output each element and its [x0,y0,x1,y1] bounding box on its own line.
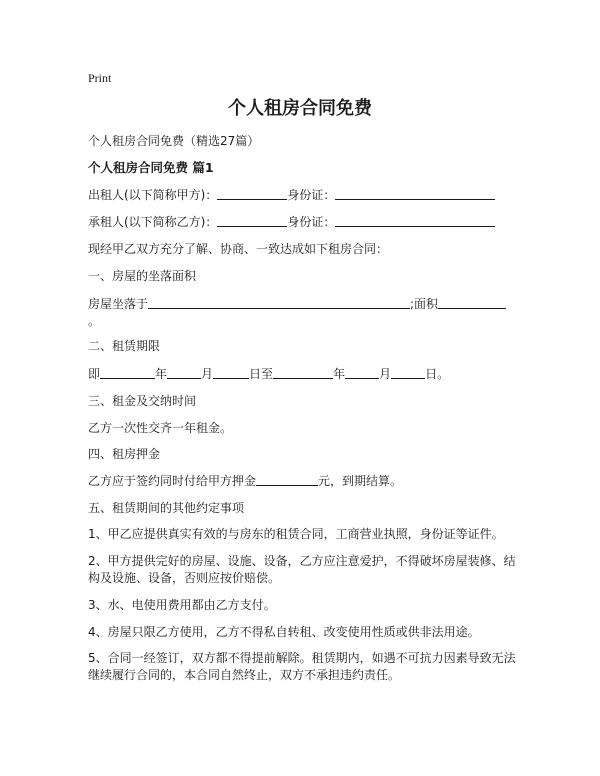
month-label: 月 [379,367,392,381]
sec3-text: 乙方一次性交齐一年租金。 [88,421,233,435]
end-day-blank[interactable] [391,366,425,379]
day-to-label: 日至 [249,367,274,381]
intro-text: 现经甲乙双方充分了解、协商、一致达成如下租房合同： [88,242,389,256]
subtitle: 个人租房合同免费（精选27篇） [88,134,260,148]
term-prefix: 即 [88,367,101,381]
start-month-blank[interactable] [167,366,201,379]
month-label: 月 [201,367,214,381]
lessor-label: 出租人(以下简称甲方)： [88,188,218,202]
deposit-line [88,473,402,489]
print-link[interactable]: Print [88,71,112,85]
lessor-id-blank[interactable] [335,187,495,200]
deposit-text: 乙方应于签约同时付给甲方押金 [88,474,257,488]
clause-5-line-1: 5、合同一经签订，双方都不得提前解除。租赁期内，如遇不可抗力因素导致无法 [88,651,516,665]
location-line [88,296,506,312]
deposit-blank[interactable] [256,473,318,486]
sec1-heading: 一、房屋的坐落面积 [88,269,197,283]
lessee-line [88,214,495,230]
location-blank[interactable] [148,296,410,309]
end-month-blank[interactable] [345,366,379,379]
sec4-heading: 四、租房押金 [88,447,161,461]
clause-2-line-2: 构及设施、设备，否则应按价赔偿。 [88,571,281,585]
lessee-label: 承租人(以下简称乙方)： [88,215,218,229]
end-year-blank[interactable] [273,366,333,379]
clause-3: 3、水、电使用费用都由乙方支付。 [88,598,276,612]
term-line [88,366,449,382]
area-blank[interactable] [438,296,506,309]
page-title: 个人租房合同免费 [228,98,372,119]
year-label: 年 [155,367,168,381]
area-label: ;面积 [410,297,439,311]
sec3-heading: 三、租金及交纳时间 [88,394,197,408]
location-end-mark: 。 [88,314,101,328]
lessee-id-label: 身份证： [287,215,336,229]
clause-4: 4、房屋只限乙方使用，乙方不得私自转租、改变使用性质或供非法用途。 [88,625,480,639]
start-day-blank[interactable] [213,366,249,379]
lessor-id-label: 身份证： [287,188,336,202]
lessor-line [88,187,495,203]
year-label: 年 [333,367,346,381]
day-end-label: 日。 [425,367,450,381]
lessee-id-blank[interactable] [335,214,495,227]
clause-1: 1、甲乙应提供真实有效的与房东的租赁合同，工商营业执照，身份证等证件。 [88,527,504,541]
location-label: 房屋坐落于 [88,297,149,311]
deposit-text-after: 元，到期结算。 [318,474,403,488]
clause-5-line-2: 继续履行合同的，本合同自然终止，双方不承担违约责任。 [88,668,401,682]
start-year-blank[interactable] [100,366,155,379]
lessee-name-blank[interactable] [217,214,287,227]
section-heading: 个人租房合同免费 篇1 [88,160,214,175]
sec2-heading: 二、租赁期限 [88,339,161,353]
sec5-heading: 五、租赁期间的其他约定事项 [88,501,245,515]
lessor-name-blank[interactable] [217,187,287,200]
clause-2-line-1: 2、甲方提供完好的房屋、设施、设备，乙方应注意爱护，不得破坏房屋装修、结 [88,554,516,568]
